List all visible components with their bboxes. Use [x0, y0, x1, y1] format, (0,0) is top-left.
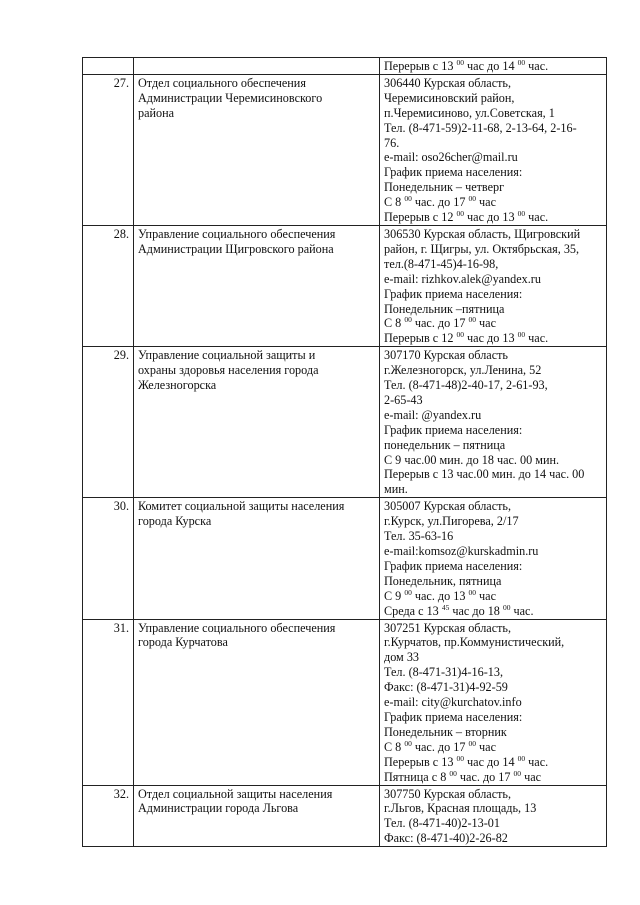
contact-info-cell — [380, 498, 607, 619]
time-minutes-superscript: 00 — [404, 194, 412, 204]
contact-info-line — [384, 482, 602, 497]
text-segment: час — [476, 195, 496, 210]
text-segment: г.Железногорск, ул.Ленина, 52 — [384, 363, 542, 378]
time-minutes-superscript: 00 — [468, 194, 476, 204]
text-segment: Перерыв с 13 час.00 мин. до 14 час. 00 — [384, 467, 585, 482]
contact-info-line — [384, 150, 602, 165]
text-segment: понедельник – пятница — [384, 437, 506, 452]
contact-info-line — [384, 589, 602, 604]
text-segment: час до 13 — [464, 331, 518, 346]
text-segment: час — [476, 739, 496, 754]
text-segment: e-mail: rizhkov.alek@yandex.ru — [384, 271, 541, 286]
contact-info-line — [384, 423, 602, 438]
row-number: 28. — [83, 225, 134, 346]
contact-info-line — [384, 257, 602, 272]
text-segment: 305007 Курская область, — [384, 499, 512, 514]
time-minutes-superscript: 00 — [456, 209, 464, 219]
organization-name-cell — [134, 74, 380, 225]
text-segment: 76. — [384, 135, 400, 150]
contact-info-cell — [380, 347, 607, 498]
text-segment: Тел. (8-471-40)2-13-01 — [384, 816, 500, 831]
text-segment: Пятница с 8 — [384, 769, 450, 784]
contact-info-line — [384, 514, 602, 529]
text-segment: час. — [525, 59, 549, 73]
text-segment: час. до 17 — [456, 769, 514, 784]
text-segment: п.Черемисиново, ул.Советская, 1 — [384, 105, 555, 120]
contact-info-cell — [380, 74, 607, 225]
contact-info-line — [384, 363, 602, 378]
time-minutes-superscript: 00 — [513, 768, 522, 778]
text-segment: 306440 Курская область, — [384, 75, 512, 90]
text-segment: С 9 — [384, 588, 405, 603]
text-segment: час. — [525, 754, 549, 769]
contact-info-line — [384, 121, 602, 136]
table-row — [83, 58, 607, 75]
text-segment: Перерыв с 13 — [384, 59, 457, 73]
organization-name-cell — [134, 498, 380, 619]
time-minutes-superscript: 00 — [502, 602, 511, 612]
organization-name-line: Комитет социальной защиты населения — [138, 499, 345, 514]
organization-name-line: Управление социального обеспечения — [138, 620, 336, 635]
text-segment: Понедельник – четверг — [384, 180, 505, 195]
text-segment: час — [476, 316, 496, 331]
contact-info-line — [384, 604, 602, 619]
text-segment: район, г. Щигры, ул. Октябрьская, 35, — [384, 241, 580, 256]
contact-info-line — [384, 680, 602, 695]
text-segment: час — [476, 588, 496, 603]
organization-name-line: Управление социальной защиты и — [138, 348, 316, 363]
contact-info-line — [384, 574, 602, 589]
text-segment: 307251 Курская область, — [384, 620, 512, 635]
text-segment: График приема населения: — [384, 165, 523, 180]
row-number: 30. — [83, 498, 134, 619]
organizations-table — [82, 57, 607, 847]
text-segment: 307750 Курская область, — [384, 786, 512, 801]
contact-info-line — [384, 529, 602, 544]
contact-info-line — [384, 621, 602, 636]
text-segment: час до 14 — [464, 59, 518, 73]
organization-name-line: Отдел социального обеспечения — [138, 75, 306, 90]
text-segment: e-mail:komsoz@kurskadmin.ru — [384, 544, 539, 558]
text-segment: час. — [525, 331, 549, 346]
text-segment: час до 13 — [464, 210, 518, 225]
contact-info-line — [384, 59, 602, 74]
contact-info-line — [384, 559, 602, 574]
contact-info-line — [384, 816, 602, 831]
text-segment: График приема населения: — [384, 422, 523, 437]
time-minutes-superscript: 00 — [456, 330, 464, 340]
time-minutes-superscript: 00 — [404, 738, 412, 748]
table-row — [83, 619, 607, 785]
text-segment: Перерыв с 13 — [384, 754, 457, 769]
text-segment: 2-65-43 — [384, 392, 423, 407]
text-segment: С 8 — [384, 195, 405, 210]
text-segment: e-mail: oso26cher@mail.ru — [384, 150, 518, 165]
organization-name-cell — [134, 347, 380, 498]
contact-info-cell — [380, 58, 607, 75]
organization-name-line: района — [138, 105, 175, 120]
row-number: 29. — [83, 347, 134, 498]
table-row — [83, 347, 607, 498]
text-segment: С 8 — [384, 739, 405, 754]
text-segment: Понедельник –пятница — [384, 301, 505, 316]
text-segment: e-mail: @yandex.ru — [384, 407, 482, 422]
organization-name-line: охраны здоровья населения города — [138, 363, 319, 378]
text-segment: Перерыв с 12 — [384, 331, 457, 346]
contact-info-line — [384, 801, 602, 816]
text-segment: С 8 — [384, 316, 405, 331]
contact-info-line — [384, 287, 602, 302]
contact-info-line — [384, 650, 602, 665]
text-segment: Факс: (8-471-31)4-92-59 — [384, 680, 508, 695]
row-number: 27. — [83, 74, 134, 225]
contact-info-line — [384, 725, 602, 740]
row-number: 31. — [83, 619, 134, 785]
contact-info-cell — [380, 785, 607, 847]
table-body — [83, 58, 607, 847]
time-minutes-superscript: 00 — [517, 58, 526, 67]
time-minutes-superscript: 00 — [456, 753, 464, 763]
contact-info-line — [384, 695, 602, 710]
text-segment: Тел. (8-471-48)2-40-17, 2-61-93, — [384, 378, 548, 393]
text-segment: дом 33 — [384, 650, 420, 665]
contact-info-line — [384, 710, 602, 725]
organization-name-line: города Курска — [138, 514, 212, 529]
organization-name-line: Железногорска — [138, 378, 217, 393]
contact-info-line — [384, 544, 602, 559]
organization-name-cell — [134, 785, 380, 847]
text-segment: час — [521, 769, 542, 784]
organization-name-line: Управление социального обеспечения — [138, 226, 336, 241]
text-segment: час. — [510, 603, 534, 618]
time-minutes-superscript: 00 — [449, 768, 457, 778]
text-segment: График приема населения: — [384, 558, 523, 573]
contact-info-line — [384, 165, 602, 180]
contact-info-line — [384, 242, 602, 257]
contact-info-line — [384, 302, 602, 317]
text-segment: Черемисиновский район, — [384, 90, 515, 105]
organization-name-line: Администрации Черемисиновского — [138, 90, 323, 105]
organization-name-cell — [134, 58, 380, 75]
table-row — [83, 498, 607, 619]
text-segment: час. до 17 — [411, 739, 469, 754]
contact-info-line — [384, 453, 602, 468]
contact-info-line — [384, 331, 602, 346]
time-minutes-superscript: 00 — [404, 315, 412, 325]
contact-info-line — [384, 770, 602, 785]
contact-info-line — [384, 378, 602, 393]
text-segment: Перерыв с 12 — [384, 210, 457, 225]
text-segment: График приема населения: — [384, 286, 523, 301]
text-segment: час. до 17 — [411, 316, 469, 331]
table-row — [83, 74, 607, 225]
text-segment: 307170 Курская область — [384, 348, 508, 363]
time-minutes-superscript: 45 — [441, 602, 450, 612]
text-segment: час. до 13 — [411, 588, 469, 603]
text-segment: час. до 17 — [411, 195, 469, 210]
contact-info-line — [384, 408, 602, 423]
text-segment: e-mail: city@kurchatov.info — [384, 695, 522, 710]
organization-name-cell — [134, 225, 380, 346]
contact-info-line — [384, 438, 602, 453]
contact-info-line — [384, 195, 602, 210]
time-minutes-superscript: 00 — [468, 315, 476, 325]
time-minutes-superscript: 00 — [456, 58, 464, 67]
text-segment: Среда с 13 — [384, 603, 442, 618]
contact-info-line — [384, 467, 602, 482]
text-segment: мин. — [384, 482, 408, 497]
contact-info-line — [384, 210, 602, 225]
contact-info-cell — [380, 225, 607, 346]
text-segment: Понедельник – вторник — [384, 724, 507, 739]
text-segment: Тел. (8-471-31)4-16-13, — [384, 665, 503, 680]
contact-info-line — [384, 272, 602, 287]
contact-info-line — [384, 227, 602, 242]
contact-info-line — [384, 635, 602, 650]
time-minutes-superscript: 00 — [517, 753, 526, 763]
contact-info-line — [384, 76, 602, 91]
table-row — [83, 225, 607, 346]
contact-info-line — [384, 665, 602, 680]
contact-info-line — [384, 180, 602, 195]
contact-info-line — [384, 91, 602, 106]
organization-name-cell — [134, 619, 380, 785]
contact-info-line — [384, 136, 602, 151]
row-number: 32. — [83, 785, 134, 847]
contact-info-line — [384, 755, 602, 770]
text-segment: час до 14 — [464, 754, 518, 769]
contact-info-line — [384, 499, 602, 514]
time-minutes-superscript: 00 — [404, 587, 412, 597]
contact-info-line — [384, 831, 602, 846]
time-minutes-superscript: 00 — [517, 209, 526, 219]
table-row — [83, 785, 607, 847]
text-segment: г.Курчатов, пр.Коммунистический, — [384, 635, 565, 650]
contact-info-line — [384, 787, 602, 802]
contact-info-line — [384, 106, 602, 121]
row-number — [83, 58, 134, 75]
contact-info-line — [384, 393, 602, 408]
organization-name-line: Администрации города Льгова — [138, 801, 299, 816]
time-minutes-superscript: 00 — [468, 738, 476, 748]
text-segment: Понедельник, пятница — [384, 573, 502, 588]
contact-info-line — [384, 348, 602, 363]
text-segment: Факс: (8-471-40)2-26-82 — [384, 831, 508, 846]
text-segment: час до 18 — [449, 603, 503, 618]
text-segment: тел.(8-471-45)4-16-98, — [384, 256, 499, 271]
text-segment: 306530 Курская область, Щигровский — [384, 226, 581, 241]
organization-name-line: Отдел социальной защиты населения — [138, 786, 333, 801]
text-segment: Тел. (8-471-59)2-11-68, 2-13-64, 2-16- — [384, 120, 577, 135]
contact-info-cell — [380, 619, 607, 785]
text-segment: г.Курск, ул.Пигорева, 2/17 — [384, 514, 519, 529]
text-segment: Тел. 35-63-16 — [384, 529, 454, 544]
text-segment: С 9 час.00 мин. до 18 час. 00 мин. — [384, 452, 560, 467]
time-minutes-superscript: 00 — [517, 330, 526, 340]
contact-info-line — [384, 740, 602, 755]
text-segment: График приема населения: — [384, 709, 523, 724]
contact-info-line — [384, 316, 602, 331]
time-minutes-superscript: 00 — [468, 587, 476, 597]
text-segment: г.Льгов, Красная площадь, 13 — [384, 801, 537, 816]
organization-name-line: города Курчатова — [138, 635, 228, 650]
organization-name-line: Администрации Щигровского района — [138, 241, 334, 256]
text-segment: час. — [525, 210, 549, 225]
